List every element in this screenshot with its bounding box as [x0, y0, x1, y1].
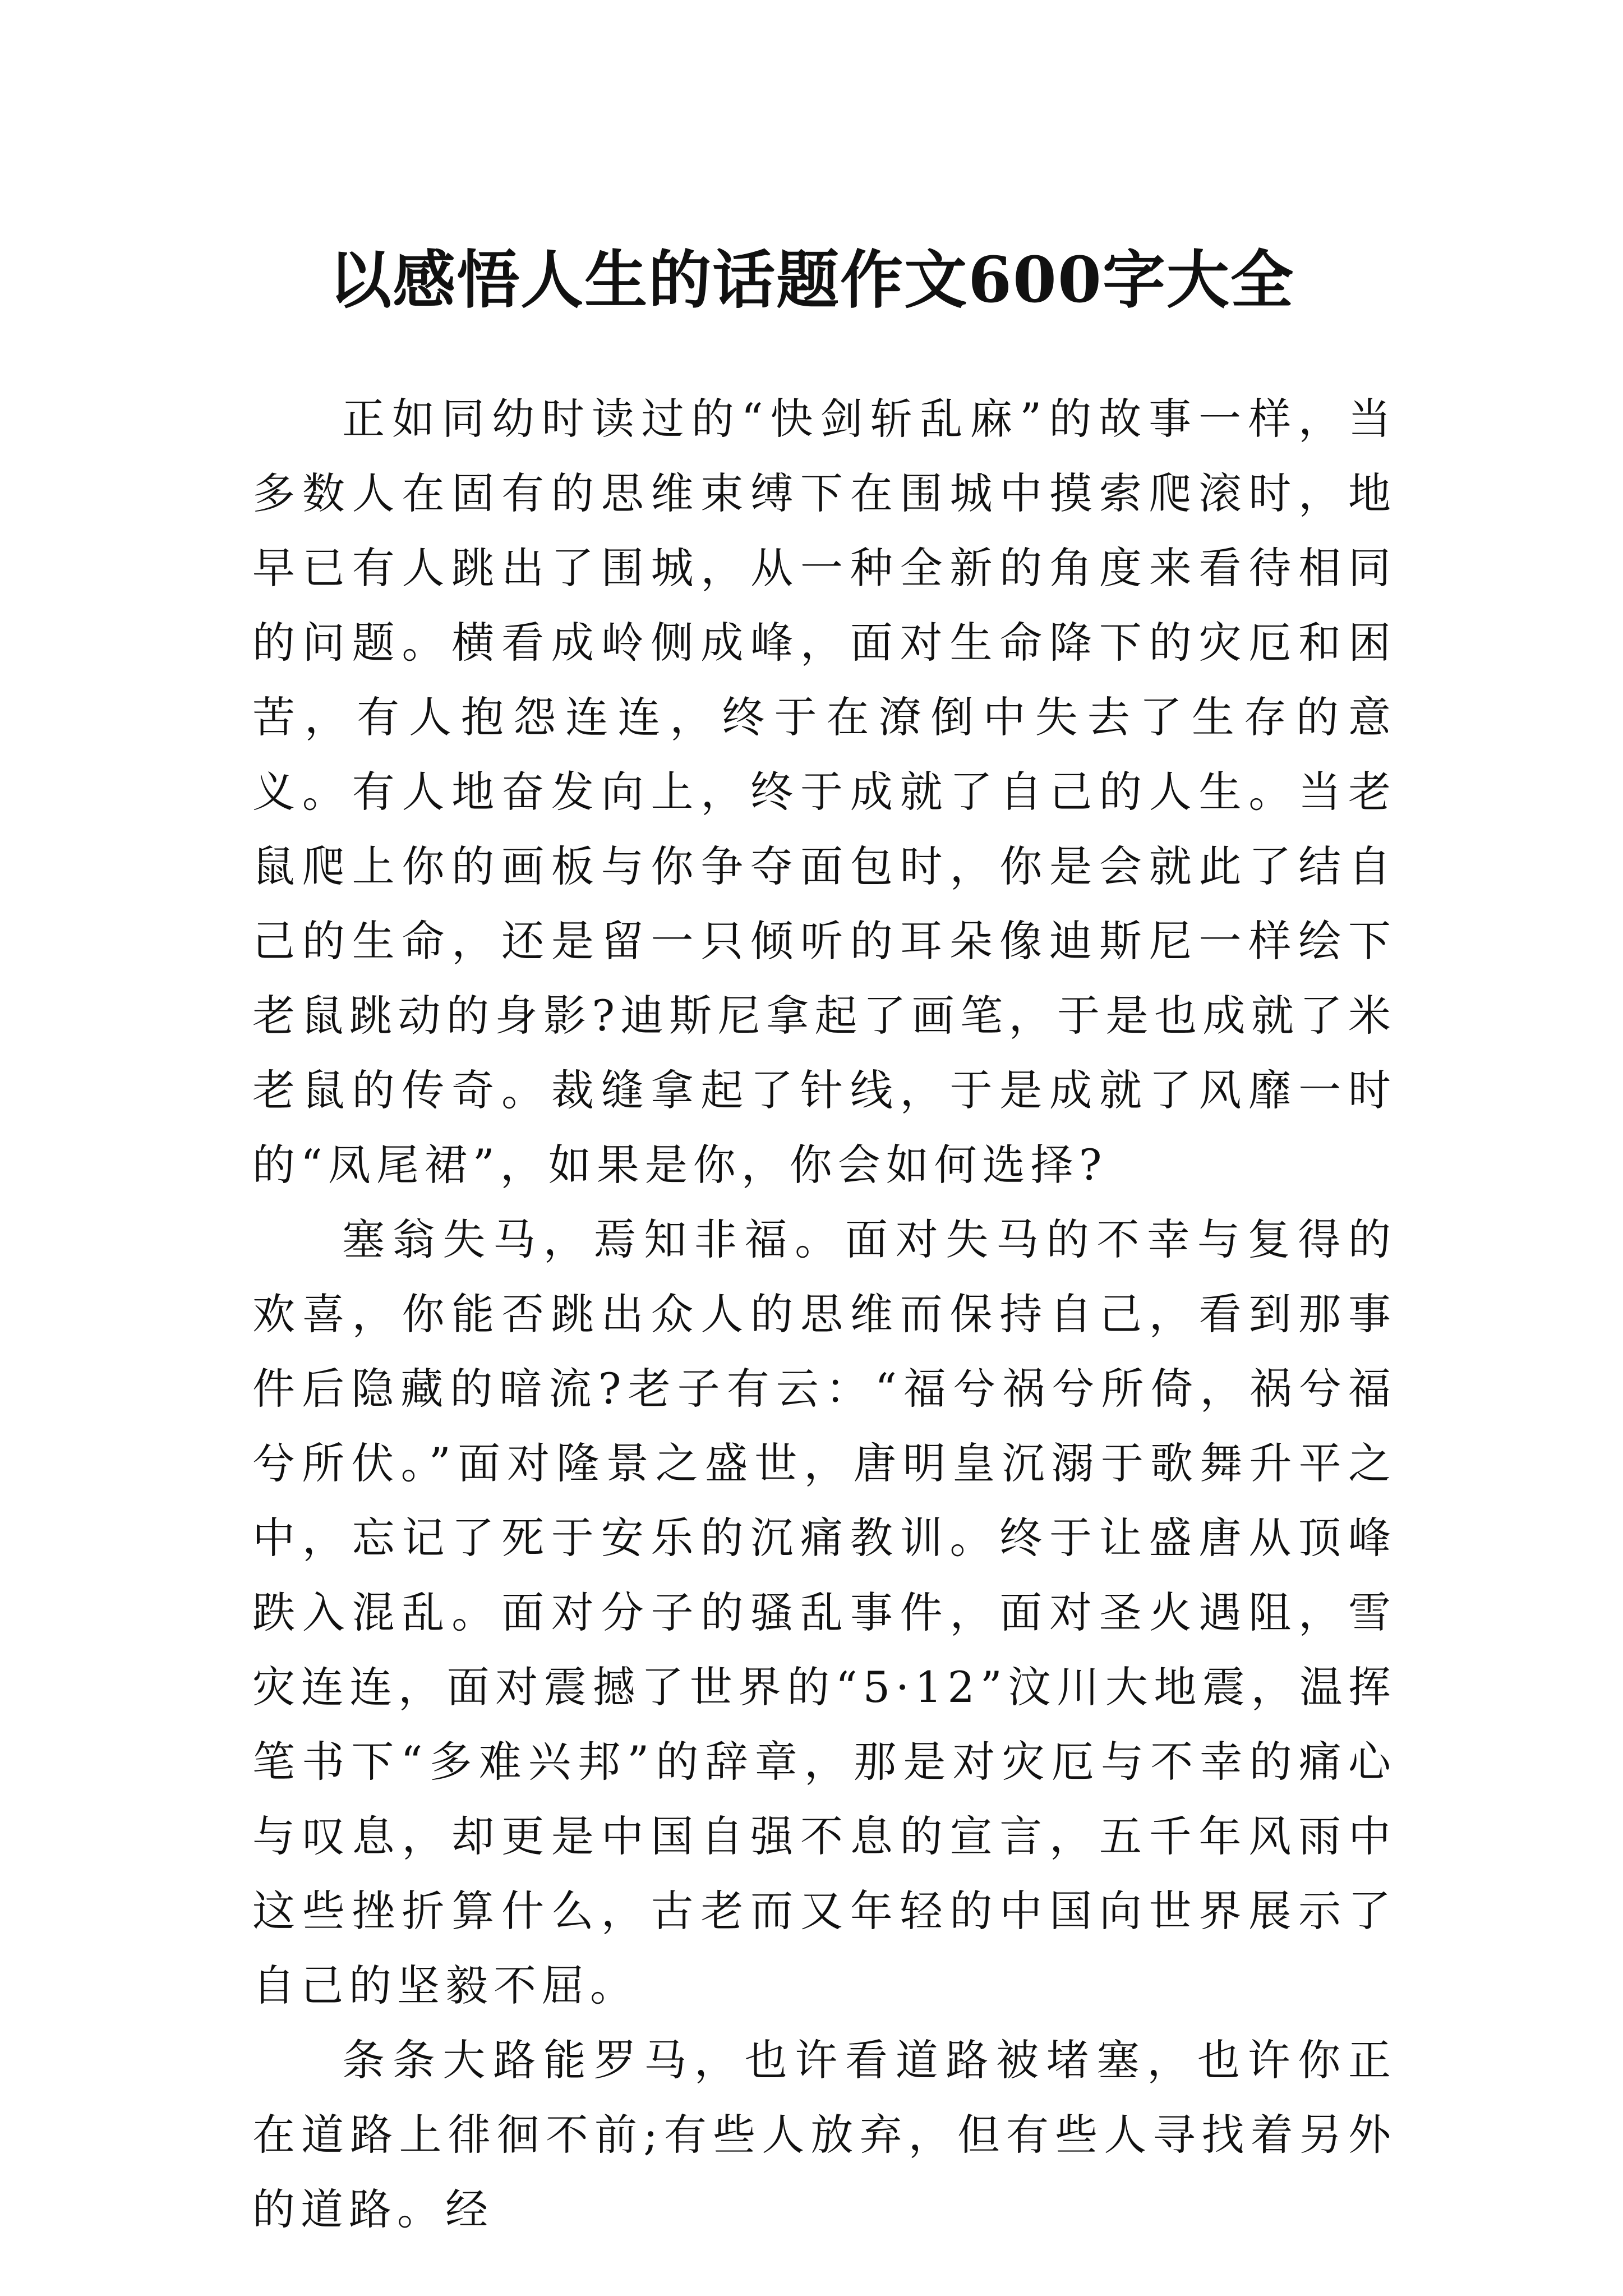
document-title: 以感悟人生的话题作文600字大全 — [329, 243, 1294, 318]
paragraph-1: 正如同幼时读过的“快剑斩乱麻”的故事一样，当多数人在固有的思维束缚下在围城中摸索爬滚时，地早已有人跳出了围城，从一种全新的角度来看待相同的问题。横看成岭侧成峰，面对生命降下的灾厄和困苦，有人抱怨连连，终于在潦倒中失去了生存的意义。有人地奋发向上，终于成就了自己的人生。当老鼠爬上你的画板与你争夺面包时，你是会就此了结自己的生命，还是留一只倾听的耳朵像迪斯尼一样绘下老鼠跳动的身影?迪斯尼拿起了画笔，于是也成就了米老鼠的传奇。裁缝拿起了针线，于是成就了风靡一时的“凤尾裙”，如果是你，你会如何选择? — [252, 394, 1396, 1190]
document-body — [252, 381, 1396, 2247]
paragraph-3: 条条大路能罗马，也许看道路被堵塞，也许你正在道路上徘徊不前;有些人放弃，但有些人寻找着另外的道路。经 — [252, 2035, 1396, 2234]
paragraph-2: 塞翁失马，焉知非福。面对失马的不幸与复得的欢喜，你能否跳出众人的思维而保持自己，看到那事件后隐藏的暗流?老子有云：“福兮祸兮所倚，祸兮福兮所伏。”面对隆景之盛世，唐明皇沉溺于歌舞升平之中，忘记了死于安乐的沉痛教训。终于让盛唐从顶峰跌入混乱。面对分子的骚乱事件，面对圣火遇阻，雪灾连连，面对震撼了世界的“5·12”汶川大地震，温挥笔书下“多难兴邦”的辞章，那是对灾厄与不幸的痛心与叹息，却更是中国自强不息的宣言，五千年风雨中这些挫折算什么，古老而又年轻的中国向世界展示了自己的坚毅不屈。 — [252, 1214, 1396, 2010]
